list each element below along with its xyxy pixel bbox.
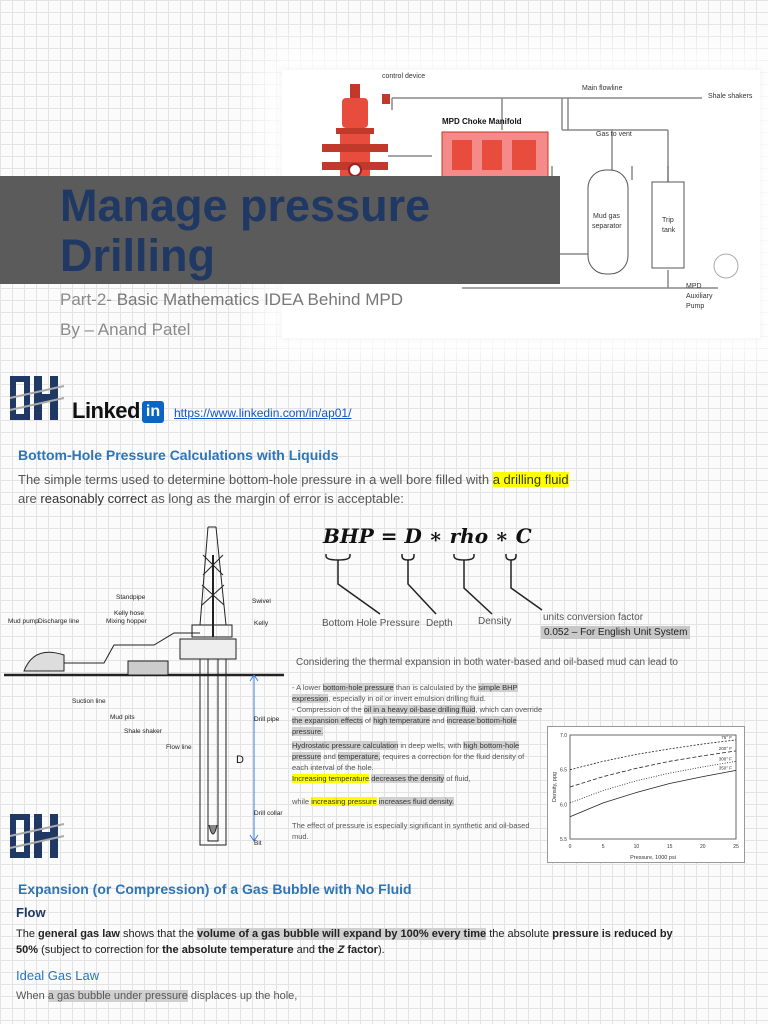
- linkedin-icon: in: [142, 401, 164, 423]
- x-tick-label: 25: [733, 844, 739, 850]
- thermal-expansion-note: Considering the thermal expansion in both water-based and oil-based mud can lead to: [296, 657, 678, 668]
- label-units-factor: units conversion factor: [543, 612, 644, 623]
- series-label: 350° F: [718, 765, 732, 771]
- svg-text:control device: control device: [382, 73, 426, 80]
- series-label: 200° F: [718, 745, 732, 751]
- svg-text:Mud gas: Mud gas: [593, 213, 620, 220]
- label-unit-system: 0.052 – For English Unit System: [541, 626, 690, 639]
- svg-text:Swivel: Swivel: [252, 598, 271, 605]
- formula-pointer-lines: [320, 548, 550, 618]
- ideal-gas-paragraph: When a gas bubble under pressure displaces up the hole,: [16, 990, 298, 1002]
- svg-text:Auxiliary: Auxiliary: [686, 293, 713, 300]
- author-logo-icon: [8, 372, 66, 424]
- trip-tank: [652, 182, 684, 268]
- page-title-line2: Drilling: [60, 230, 215, 281]
- svg-text:Kelly hose: Kelly hose: [114, 610, 144, 617]
- svg-text:MPD: MPD: [686, 283, 702, 290]
- y-tick-label: 7.0: [560, 733, 567, 739]
- svg-text:Bit: Bit: [254, 840, 262, 847]
- subheading-flow: Flow: [16, 905, 46, 920]
- series-line: [570, 761, 736, 803]
- svg-text:separator: separator: [592, 223, 622, 230]
- svg-text:Drill pipe: Drill pipe: [254, 716, 280, 723]
- mud-gas-separator: [588, 131, 632, 274]
- x-tick-label: 15: [666, 844, 673, 850]
- y-tick-label: 5.5: [560, 837, 567, 843]
- gas-law-paragraph: The general gas law shows that the volume of a gas bubble will expand by 100% every time the absolute pressure is reduced by 50% (subject to correction for the absolute temperature and the Z factor).: [16, 928, 673, 956]
- linkedin-wordmark: Linked: [72, 398, 140, 423]
- x-tick-label: 10: [633, 844, 640, 850]
- svg-text:Pump: Pump: [686, 303, 705, 310]
- mpd-choke-manifold: [442, 117, 548, 178]
- svg-text:Mud pump: Mud pump: [8, 618, 39, 625]
- density-pressure-chart: [547, 726, 745, 863]
- svg-text:Kelly: Kelly: [254, 620, 269, 627]
- x-axis-label: Pressure, 1000 psi: [630, 855, 676, 861]
- svg-text:Shale shakers: Shale shakers: [708, 93, 753, 100]
- linkedin-profile-link[interactable]: https://www.linkedin.com/in/ap01/: [174, 406, 352, 420]
- author-logo-icon-2: [8, 810, 66, 862]
- svg-text:Gas to vent: Gas to vent: [596, 131, 632, 138]
- section-heading-bhp: Bottom-Hole Pressure Calculations with Liquids: [18, 447, 339, 463]
- label-depth: Depth: [426, 618, 453, 629]
- label-density: Density: [478, 616, 512, 627]
- series-line: [570, 770, 736, 816]
- hydrostatic-note: Hydrostatic pressure calculation in deep wells, with high bottom-hole pressure and temperature, requires a correction for the fluid density of each interval of the hole. Increasing temperature decreases the density of fluid,: [292, 741, 525, 783]
- bullet-lower-bhp: - A lower bottom-hole pressure than is calculated by the simple BHP expression, especially in oil or invert emulsion drilling fluid.: [292, 683, 518, 703]
- section-heading-gas-bubble: Expansion (or Compression) of a Gas Bubble with No Fluid: [18, 881, 412, 897]
- y-tick-label: 6.0: [560, 802, 567, 809]
- label-bottom-hole-pressure: Bottom Hole Pressure: [322, 618, 420, 629]
- series-label: 75° F: [721, 734, 732, 740]
- synthetic-mud-note: The effect of pressure is especially significant in synthetic and oil-based mud.: [292, 821, 530, 841]
- subheading-ideal-gas-law: Ideal Gas Law: [16, 968, 100, 983]
- svg-text:Mud pits: Mud pits: [110, 714, 135, 721]
- x-tick-label: 5: [601, 844, 605, 850]
- subtitle: Part-2- Basic Mathematics IDEA Behind MPD: [60, 290, 403, 309]
- y-tick-label: 6.5: [560, 767, 567, 774]
- x-tick-label: 20: [700, 844, 706, 850]
- svg-text:tank: tank: [662, 227, 676, 234]
- drilling-rig-schematic: [4, 525, 288, 855]
- y-axis-label: Density, ppg: [552, 771, 558, 803]
- svg-text:Discharge line: Discharge line: [38, 618, 80, 625]
- svg-text:MPD Choke Manifold: MPD Choke Manifold: [442, 117, 522, 126]
- svg-text:Suction line: Suction line: [72, 698, 106, 705]
- svg-text:Mixing hopper: Mixing hopper: [106, 618, 147, 625]
- plot-area: [570, 735, 736, 839]
- bullet-compression: - Compression of the oil in a heavy oil-base drilling fluid, which can override the expansion effects of high temperature and increase bottom-hole pressure.: [292, 705, 543, 736]
- svg-text:Main flowline: Main flowline: [582, 85, 623, 92]
- x-tick-label: 0: [568, 844, 572, 850]
- svg-text:Shale shaker: Shale shaker: [124, 728, 162, 735]
- page-title: Manage pressure: [60, 180, 431, 231]
- series-line: [570, 751, 736, 787]
- pressure-density-note: while increasing pressure increases fluid density.: [292, 797, 455, 806]
- svg-text:D: D: [236, 754, 244, 766]
- author: By – Anand Patel: [60, 320, 191, 339]
- svg-text:Flow line: Flow line: [166, 744, 192, 751]
- svg-text:Standpipe: Standpipe: [116, 594, 146, 601]
- bhp-formula: BHP = D ∗ rho ∗ C: [323, 524, 532, 548]
- intro-paragraph: The simple terms used to determine bottom-hole pressure in a well bore filled with a drilling fluid are reasonably correct as long as the margin of error is acceptable:: [18, 472, 569, 506]
- svg-text:Drill collar: Drill collar: [254, 810, 283, 817]
- series-label: 300° F: [718, 756, 732, 762]
- svg-text:Trip: Trip: [662, 217, 674, 224]
